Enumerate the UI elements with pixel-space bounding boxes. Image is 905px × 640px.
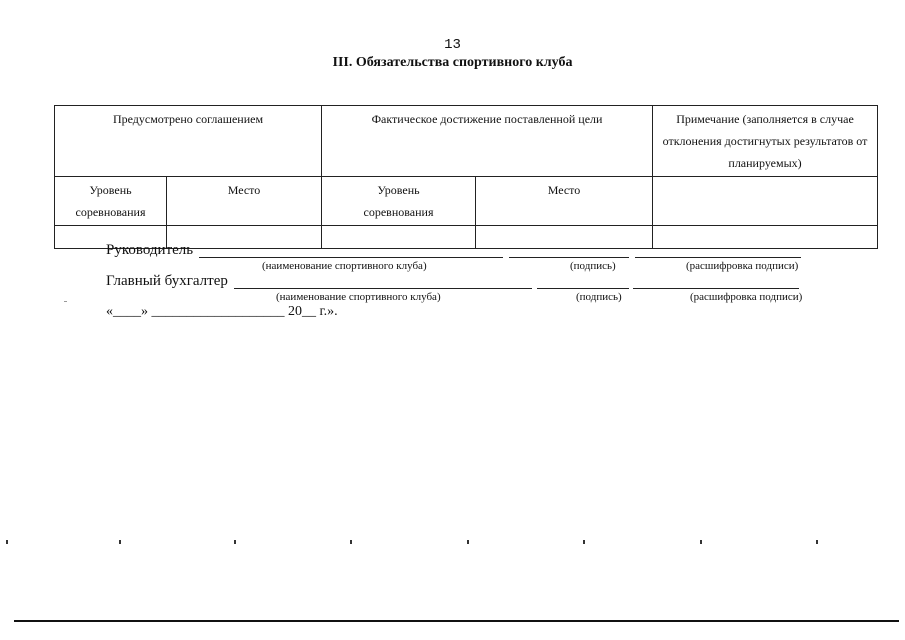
accountant-signature-line	[537, 288, 629, 289]
subheader-actual-place: Место	[476, 177, 653, 226]
scan-tick-mark	[350, 540, 352, 544]
scan-tick-mark	[119, 540, 121, 544]
table-header-row	[55, 106, 878, 177]
subheader-agreed-level: Уровень соревнования	[55, 177, 167, 226]
accountant-club-line	[234, 288, 532, 289]
accountant-caption-decoding: (расшифровка подписи)	[690, 291, 803, 303]
chief-accountant-label: Главный бухгалтер	[106, 273, 228, 289]
head-signature-line	[509, 257, 629, 258]
table-cell	[476, 226, 653, 249]
subheader-agreed-place: Место	[167, 177, 322, 226]
head-decoding-line	[635, 257, 801, 258]
accountant-decoding-line	[633, 288, 799, 289]
subheader-actual-level: Уровень соревнования	[322, 177, 476, 226]
scan-speck	[64, 301, 67, 302]
scan-tick-mark	[467, 540, 469, 544]
section-title: III. Обязательства спортивного клуба	[332, 55, 573, 70]
head-club-line	[199, 257, 503, 258]
obligations-table	[54, 105, 878, 249]
scan-tick-mark	[816, 540, 818, 544]
head-caption-decoding: (расшифровка подписи)	[686, 260, 799, 272]
page-bottom-rule	[14, 620, 899, 622]
subheader-note-empty	[653, 177, 878, 226]
page-number: 13	[444, 37, 461, 53]
head-caption-signature: (подпись)	[570, 260, 616, 272]
head-caption-club: (наименование спортивного клуба)	[262, 260, 427, 272]
header-note: Примечание (заполняется в случае отклонения достигнутых результатов от планируемых)	[653, 106, 878, 177]
table-cell	[322, 226, 476, 249]
accountant-caption-club: (наименование спортивного клуба)	[276, 291, 441, 303]
scan-tick-mark	[6, 540, 8, 544]
scan-tick-mark	[583, 540, 585, 544]
scan-tick-mark	[234, 540, 236, 544]
header-agreed: Предусмотрено соглашением	[55, 106, 322, 177]
date-line: «____» ___________________ 20__ г.».	[106, 304, 338, 319]
scan-tick-mark	[700, 540, 702, 544]
table-subheader-row	[55, 177, 878, 226]
head-label: Руководитель	[106, 242, 194, 258]
accountant-caption-signature: (подпись)	[576, 291, 622, 303]
header-actual: Фактическое достижение поставленной цели	[322, 106, 653, 177]
table-cell	[653, 226, 878, 249]
